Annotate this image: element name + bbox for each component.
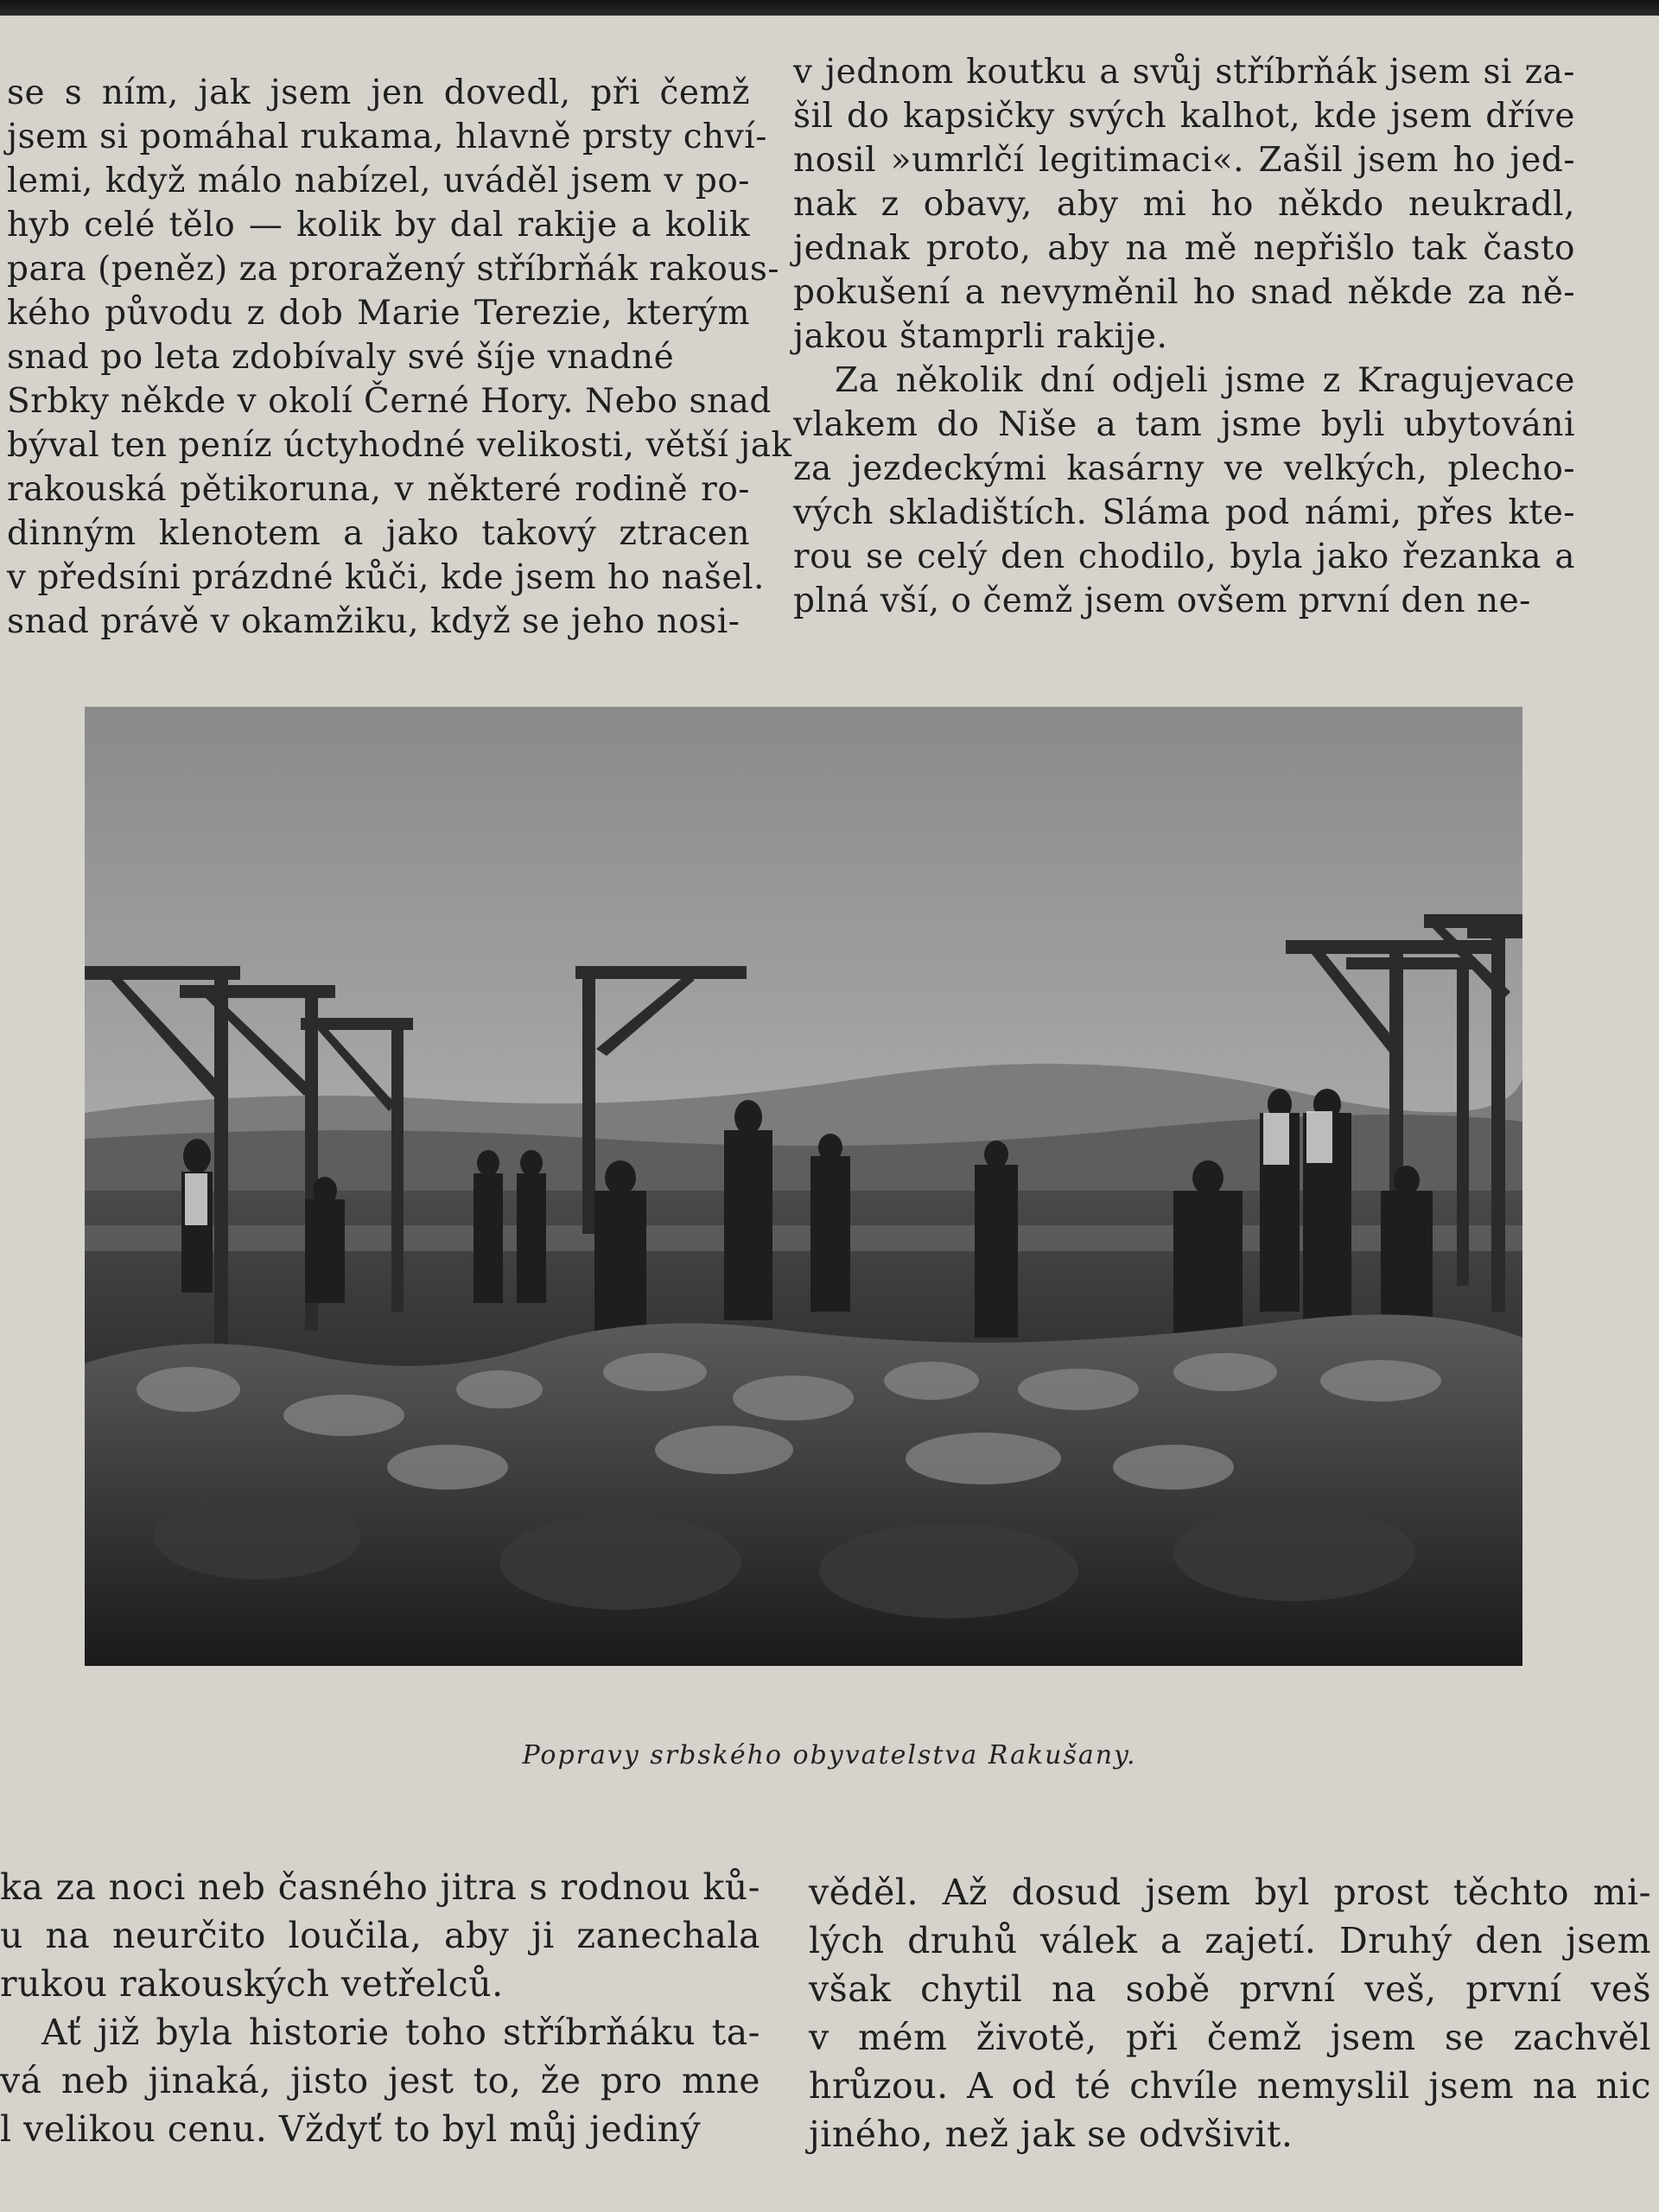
text-line: za jezdeckými kasárny ve velkých, plecho- [793, 449, 1575, 488]
text-column-bottom-right [809, 1868, 1651, 2158]
text-line: hyb celé tělo — kolik by dal rakije a kolik [7, 206, 750, 245]
photograph-image [85, 707, 1522, 1666]
figure-caption: Popravy srbského obyvatelstva Rakušany. [522, 1740, 1137, 1770]
text-line: dinným klenotem a jako takový ztracen [7, 514, 750, 553]
top-rule [0, 0, 1659, 16]
text-column-bottom-left [0, 1863, 760, 2153]
text-line: jednak proto, aby na mě nepřišlo tak často [793, 229, 1575, 268]
text-line: se s ním, jak jsem jen dovedl, při čemž [7, 73, 750, 112]
text-line: vých skladištích. Sláma pod námi, přes kte- [793, 493, 1575, 532]
text-line: lemi, když málo nabízel, uváděl jsem v po- [7, 162, 750, 200]
text-line: snad po leta zdobívaly své šíje vnadné [7, 338, 675, 377]
text-line: býval ten peníz úctyhodné velikosti, větší jak [7, 426, 792, 465]
text-line: rakouská pětikoruna, v některé rodině ro- [7, 470, 750, 509]
text-line: l velikou cenu. Vždyť to byl můj jediný [0, 2108, 702, 2150]
text-line: v mém životě, při čemž jsem se zachvěl [809, 2017, 1651, 2058]
text-line: snad právě v okamžiku, když se jeho nosi- [7, 602, 741, 641]
text-line: rukou rakouských vetřelců. [0, 1963, 504, 2005]
text-line: para (peněz) za proražený stříbrňák rakous- [7, 250, 780, 289]
text-line: vlakem do Niše a tam jsme byli ubytováni [793, 405, 1575, 444]
text-line: kého původu z dob Marie Terezie, kterým [7, 294, 750, 333]
photograph [85, 707, 1522, 1666]
text-line: nosil »umrlčí legitimaci«. Zašil jsem ho jed- [793, 141, 1575, 180]
text-line: lých druhů válek a zajetí. Druhý den jsem [809, 1920, 1651, 1961]
text-column-top-right [793, 50, 1575, 623]
text-line: Ať již byla historie toho stříbrňáku ta- [41, 2012, 760, 2053]
text-line: Srbky někde v okolí Černé Hory. Nebo snad [7, 382, 772, 421]
text-line: vá neb jinaká, jisto jest to, že pro mne [0, 2060, 760, 2101]
text-line: ka za noci neb časného jitra s rodnou ků- [0, 1866, 760, 1908]
text-line: nak z obavy, aby mi ho někdo neukradl, [793, 185, 1575, 224]
text-line: pokušení a nevyměnil ho snad někde za ně- [793, 273, 1575, 312]
text-line: rou se celý den chodilo, byla jako řezanka a [793, 537, 1575, 576]
text-line: jakou štamprli rakije. [793, 317, 1168, 356]
text-line: však chytil na sobě první veš, první veš [809, 1968, 1651, 2010]
text-line: šil do kapsičky svých kalhot, kde jsem dříve [793, 97, 1575, 136]
text-line: plná vší, o čemž jsem ovšem první den ne- [793, 582, 1531, 620]
text-line: u na neurčito loučila, aby ji zanechala [0, 1915, 760, 1956]
text-line: jiného, než jak se odvšivit. [809, 2113, 1294, 2155]
text-line: v jednom koutku a svůj stříbrňák jsem si za- [793, 53, 1575, 92]
text-line: Za několik dní odjeli jsme z Kragujevace [835, 361, 1575, 400]
text-line: v předsíni prázdné kůči, kde jsem ho našel. [7, 558, 765, 597]
text-line: věděl. Až dosud jsem byl prost těchto mi- [809, 1872, 1651, 1913]
text-line: hrůzou. A od té chvíle nemyslil jsem na nic [809, 2065, 1651, 2107]
text-column-top-left [7, 71, 792, 644]
text-line: jsem si pomáhal rukama, hlavně prsty chví- [7, 118, 767, 156]
